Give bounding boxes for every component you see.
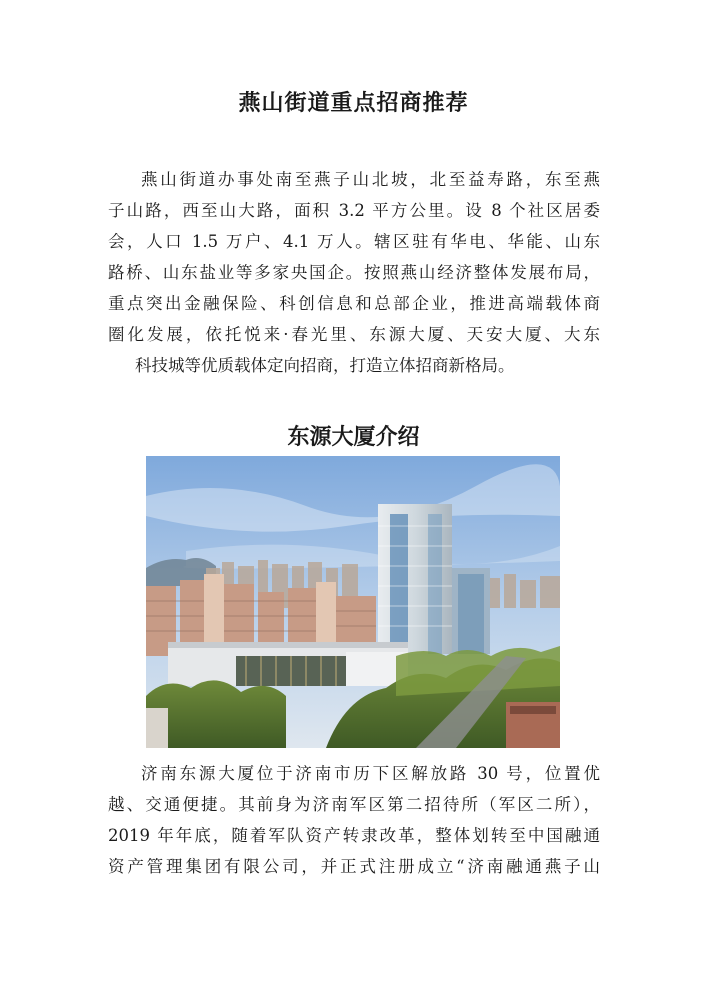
building-line: 资产管理集团有限公司，并正式注册成立“济南融通燕子山 (108, 857, 600, 876)
page-title: 燕山街道重点招商推荐 (238, 91, 469, 116)
intro-line: 重点突出金融保险、科创信息和总部企业，推进高端载体商 (108, 294, 600, 313)
intro-line: 圈化发展，依托悦来·春光里、东源大厦、天安大厦、大东 (108, 325, 600, 344)
intro-line: 会，人口 1.5 万户、4.1 万人。辖区驻有华电、华能、山东 (108, 232, 600, 251)
section-title: 东源大厦介绍 (287, 425, 420, 450)
intro-line: 科技城等优质载体定向招商，打造立体招商新格局。 (135, 356, 515, 375)
building-line: 2019 年年底，随着军队资产转隶改革，整体划转至中国融通 (108, 826, 600, 845)
building-photo (146, 456, 560, 748)
building-line: 济南东源大厦位于济南市历下区解放路 30 号，位置优 (141, 764, 600, 783)
intro-line: 路桥、山东盐业等多家央国企。按照燕山经济整体发展布局， (108, 263, 600, 282)
intro-line: 燕山街道办事处南至燕子山北坡，北至益寿路，东至燕 (141, 170, 600, 189)
building-paragraph (108, 758, 600, 882)
intro-line: 子山路，西至山大路，面积 3.2 平方公里。设 8 个社区居委 (108, 201, 600, 220)
building-line: 越、交通便捷。其前身为济南军区第二招待所（军区二所）， (108, 795, 600, 814)
intro-paragraph (108, 164, 600, 381)
